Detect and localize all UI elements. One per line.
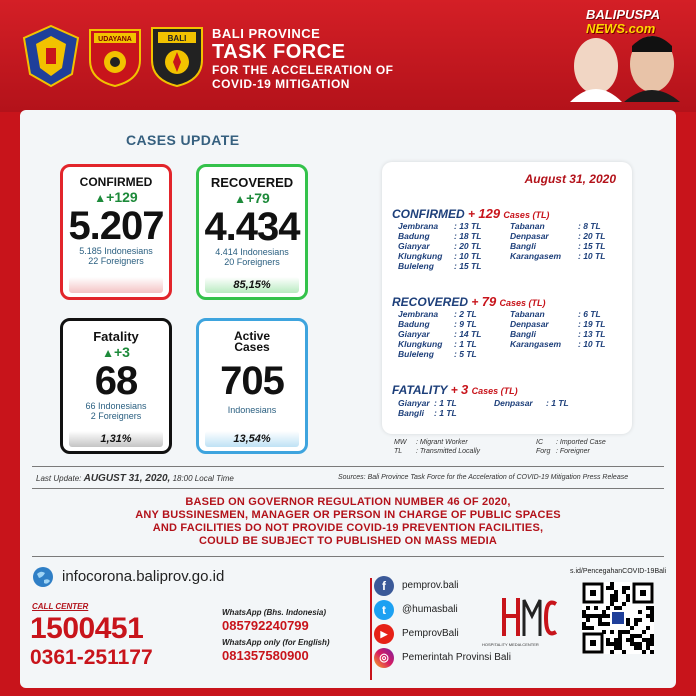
fatality-percent-bar: 1,31% [69,431,163,447]
legend-mw: MW [394,439,407,446]
regency-count: : 20 TL [454,241,482,251]
detail-recovered-cases: Cases (TL) [499,298,546,308]
regency-name: Jembrana [398,221,439,231]
header-title-block [212,26,394,91]
confirmed-indonesians: 5.185 Indonesians [79,246,153,256]
regency-count: : 9 TL [454,319,477,329]
regency-name: Denpasar [510,231,549,241]
instagram-handle: Pemerintah Provinsi Bali [402,652,511,663]
recovered-value: 4.434 [204,205,300,249]
regency-count: : 10 TL [578,251,606,261]
regency-count: : 2 TL [454,309,477,319]
regency-name: Gianyar [398,329,430,339]
main-panel [20,110,676,688]
regency-name: Denpasar [510,319,549,329]
regency-name: Badung [398,231,430,241]
udayana-emblem-icon [86,24,144,88]
notice-line4: COULD BE SUBJECT TO PUBLISHED ON MASS MEDIA [198,535,498,547]
qr-link-text: s.id/PencegahanCOVID-19Bali [570,568,667,575]
regency-name: Klungkung [398,339,443,349]
detail-confirmed-plus: + [468,207,476,221]
fatality-indonesians: 66 Indonesians [85,401,147,411]
up-arrow-icon: ▲ [94,191,107,205]
footer-separator [370,578,372,680]
instagram-icon: ◎ [374,648,394,668]
detail-fatality-title [392,382,518,397]
active-cases-card [196,318,308,454]
udayana-label: UDAYANA [98,36,132,43]
detail-fatality-plus: + [450,383,458,397]
regency-count: : 8 TL [578,221,601,231]
regency-name: Klungkung [398,251,443,261]
legend-tl-text: : Transmitted Locally [416,448,481,455]
divider-middle [32,488,664,489]
youtube-icon: ▶ [374,624,394,644]
detail-recovered-title [392,294,546,309]
confirmed-foreigners: 22 Foreigners [88,256,144,266]
header-line3: FOR THE ACCELERATION OF [212,63,394,77]
regency-row [398,221,618,231]
regency-count: : 15 TL [454,261,482,271]
recovered-indonesians: 4.414 Indonesians [215,247,289,257]
brand-line2: NEWS.com [586,21,656,36]
divider-bottom [32,556,664,557]
regency-row [398,319,618,329]
header [0,0,696,112]
whatsapp-indonesian-number[interactable]: 085792240799 [222,618,309,633]
active-percent-bar: 13,54% [205,431,299,447]
regency-count: : 1 TL [434,398,457,408]
facebook-handle: pemprov.bali [402,580,459,591]
sources-line: Sources: Bali Province Task Force for the Acceleration of COVID-19 Mitigation Press Release [338,474,629,481]
regency-name: Gianyar [398,241,430,251]
regency-name: Bangli [398,408,424,418]
youtube-handle: PemprovBali [402,628,459,639]
regency-count: : 6 TL [578,309,601,319]
regency-count: : 1 TL [454,339,477,349]
call-center-number-2[interactable]: 0361-251177 [30,646,153,669]
hmc-logo [498,590,558,648]
regency-name: Buleleng [398,261,434,271]
legend-forg-text: : Foreigner [556,448,590,455]
regency-count: : 13 TL [454,221,482,231]
recovered-change-value: +79 [246,190,270,206]
brand-logo [586,8,660,36]
brand-line1: BALIPUSPA [586,7,661,22]
bali-police-emblem-icon [148,24,206,88]
regency-name: Tabanan [510,309,545,319]
regency-count: : 13 TL [578,329,606,339]
website-url: infocorona.baliprov.go.id [62,568,225,585]
regency-name: Karangasem [510,251,562,261]
regency-name: Denpasar [494,398,533,408]
regency-row [398,309,618,319]
legend-ic-text: : Imported Case [556,439,606,446]
regency-name: Bangli [510,241,536,251]
last-update-time: 18:00 Local Time [172,474,234,483]
regency-row [398,398,618,408]
detail-confirmed-cases: Cases (TL) [503,210,550,220]
header-line4: COVID-19 MITIGATION [212,77,350,91]
divider-top [32,466,664,467]
legend-tl: TL [394,448,403,455]
regency-row [398,251,618,261]
legend-ic: IC [536,439,543,446]
detail-fatality-rows [398,398,618,418]
call-center-number-1[interactable]: 1500451 [30,612,144,645]
legend-forg: Forg [536,448,551,455]
detail-recovered-rows [398,309,618,359]
bali-police-label: BALI [167,34,187,43]
regulation-notice [36,496,660,548]
regency-name: Badung [398,319,430,329]
active-indonesians: Indonesians [227,405,277,415]
cases-update-title: CASES UPDATE [126,132,240,148]
regency-count: : 14 TL [454,329,482,339]
detail-confirmed-rows [398,221,618,271]
regency-count: : 10 TL [578,339,606,349]
regency-count: : 10 TL [454,251,482,261]
active-label-line1: Active [233,329,271,343]
active-label-line2: Cases [234,340,270,354]
regency-name: Karangasem [510,339,562,349]
confirmed-card [60,164,172,300]
regency-name: Buleleng [398,349,434,359]
regency-row [398,241,618,251]
regency-name: Tabanan [510,221,545,231]
fatality-value: 68 [94,359,138,403]
confirmed-change-value: +129 [106,189,138,205]
confirmed-percent-bar [69,277,163,293]
fatality-card [60,318,172,454]
whatsapp-english-number[interactable]: 081357580900 [222,648,309,663]
hmc-text: HOSPITALITY MEDIA CENTER [482,642,539,647]
regency-row [398,231,618,241]
notice-line3: AND FACILITIES DO NOT PROVIDE COVID-19 PREVENTION FACILITIES, [152,522,544,534]
recovered-percent-bar: 85,15% [205,277,299,293]
last-update-label: Last Update: [36,474,82,483]
twitter-handle: @humasbali [402,604,458,615]
whatsapp-indonesian-label: WhatsApp (Bhs. Indonesia) [222,608,326,617]
fatality-foreigners: 2 Foreigners [90,411,142,421]
detail-recovered-plus: + [471,295,479,309]
fatality-change-value: +3 [113,344,130,360]
regency-detail-box [382,162,632,434]
last-update [36,473,234,484]
bali-province-emblem-icon [22,24,80,88]
regency-row [398,349,618,359]
regency-count: : 18 TL [454,231,482,241]
regency-count: : 1 TL [434,408,457,418]
regency-name: Gianyar [398,398,430,408]
detail-recovered-num: 79 [481,294,497,309]
confirmed-label: CONFIRMED [79,175,153,189]
regency-count: : 15 TL [578,241,606,251]
call-center-label: CALL CENTER [32,602,89,611]
detail-recovered-label: RECOVERED [392,295,469,309]
twitter-icon: t [374,600,394,620]
active-label [199,331,305,353]
regency-name: Jembrana [398,309,439,319]
regency-count: : 19 TL [578,319,606,329]
facebook-icon: f [374,576,394,596]
regency-count: : 1 TL [546,398,569,408]
up-arrow-icon: ▲ [234,192,247,206]
detail-date: August 31, 2020 [524,172,616,186]
notice-line1: BASED ON GOVERNOR REGULATION NUMBER 46 OF 2020, [185,496,511,508]
legend-mw-text: : Migrant Worker [416,439,468,446]
globe-icon [32,566,54,588]
fatality-label: Fatality [93,329,139,344]
header-line2: TASK FORCE [212,41,346,63]
regency-row [398,339,618,349]
regency-count: : 20 TL [578,231,606,241]
notice-line2: ANY BUSSINESMEN, MANAGER OR PERSON IN CHARGE OF PUBLIC SPACES [135,509,561,521]
detail-confirmed-label: CONFIRMED [392,207,465,221]
detail-confirmed-num: 129 [478,206,501,221]
detail-fatality-label: FATALITY [392,383,448,397]
detail-fatality-cases: Cases (TL) [471,386,518,396]
whatsapp-english-label: WhatsApp only (for English) [222,638,330,647]
recovered-label: RECOVERED [210,175,294,190]
recovered-card [196,164,308,300]
qr-code-icon[interactable] [582,582,654,654]
regency-name: Bangli [510,329,536,339]
regency-row [398,261,618,271]
regency-row [398,408,618,418]
active-value: 705 [220,359,284,403]
detail-fatality-num: 3 [461,382,469,397]
regency-count: : 5 TL [454,349,477,359]
up-arrow-icon: ▲ [102,346,114,360]
detail-confirmed-title [392,206,549,221]
confirmed-value: 5.207 [68,204,164,248]
header-line1: BALI PROVINCE [212,26,321,41]
recovered-foreigners: 20 Foreigners [224,257,280,267]
regency-row [398,329,618,339]
last-update-date: AUGUST 31, 2020, [83,473,171,484]
